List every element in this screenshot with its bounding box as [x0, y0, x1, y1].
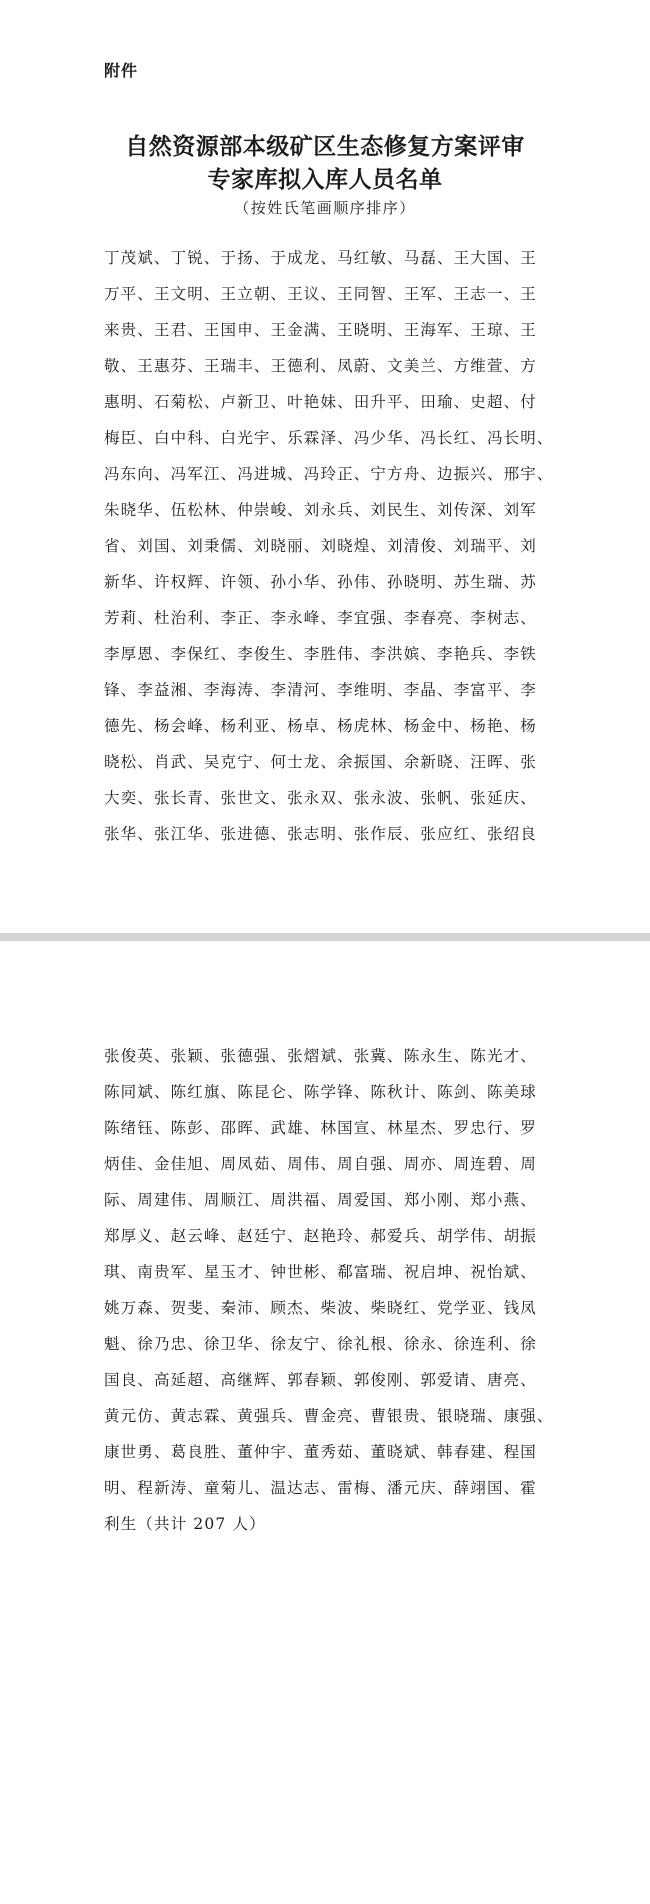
- name-list-line: 省、刘国、刘秉儒、刘晓丽、刘晓煌、刘清俊、刘瑞平、刘: [104, 537, 537, 555]
- name-list-line: 万平、王文明、王立朝、王议、王同智、王军、王志一、王: [104, 285, 537, 303]
- document-title-line-2: 专家库拟入库人员名单: [207, 167, 443, 193]
- document-page-2: [0, 941, 650, 1904]
- name-list-line: 惠明、石菊松、卢新卫、叶艳妹、田升平、田瑜、史超、付: [104, 393, 537, 411]
- name-list-line: 冯东向、冯军江、冯进城、冯玲正、宁方舟、边振兴、邢宇、: [104, 465, 554, 483]
- name-list-line: 琪、南贵军、星玉才、钟世彬、郗富瑞、祝启坤、祝怡斌、: [104, 1263, 537, 1281]
- name-list-line: 新华、许权辉、许领、孙小华、孙伟、孙晓明、苏生瑞、苏: [104, 573, 537, 591]
- name-list-line: 魁、徐乃忠、徐卫华、徐友宁、徐礼根、徐永、徐连利、徐: [104, 1335, 537, 1353]
- document-title-line-1: 自然资源部本级矿区生态修复方案评审: [125, 134, 525, 160]
- name-list-line: 际、周建伟、周顺江、周洪福、周爱国、郑小刚、郑小燕、: [104, 1191, 537, 1209]
- name-list-line: 朱晓华、伍松林、仲崇峻、刘永兵、刘民生、刘传深、刘军: [104, 501, 537, 519]
- name-list-line: 黄元仿、黄志霖、黄强兵、曹金亮、曹银贵、银晓瑞、康强、: [104, 1407, 554, 1425]
- name-list-line: 丁茂斌、丁锐、于扬、于成龙、马红敏、马磊、王大国、王: [104, 249, 537, 267]
- name-list-line: 利生（共计 207 人）: [104, 1515, 266, 1533]
- name-list-line: 锋、李益湘、李海涛、李清河、李维明、李晶、李富平、李: [104, 681, 537, 699]
- name-list-page-1: [104, 240, 590, 852]
- page-divider: [0, 933, 650, 941]
- name-list-line: 张俊英、张颖、张德强、张熠斌、张冀、陈永生、陈光才、: [104, 1047, 537, 1065]
- sort-order-note: （按姓氏笔画顺序排序）: [234, 199, 416, 217]
- name-list-line: 梅臣、白中科、白光宇、乐霖泽、冯少华、冯长红、冯长明、: [104, 429, 554, 447]
- document-page-1: [0, 0, 650, 933]
- name-list-line: 炳佳、金佳旭、周凤茹、周伟、周自强、周亦、周连碧、周: [104, 1155, 537, 1173]
- name-list-line: 来贵、王君、王国申、王金满、王晓明、王海军、王琼、王: [104, 321, 537, 339]
- name-list-line: 国良、高延超、高继辉、郭春颖、郭俊刚、郭爱请、唐亮、: [104, 1371, 537, 1389]
- name-list-line: 姚万森、贺斐、秦沛、顾杰、柴波、柴晓红、党学亚、钱凤: [104, 1299, 537, 1317]
- name-list-line: 陈绪钰、陈彭、邵晖、武雄、林国宣、林星杰、罗忠行、罗: [104, 1119, 537, 1137]
- attachment-label: 附件: [104, 61, 139, 80]
- name-list-page-2: [104, 1038, 590, 1542]
- name-list-line: 李厚恩、李保红、李俊生、李胜伟、李洪嫔、李艳兵、李铁: [104, 645, 537, 663]
- name-list-line: 敬、王惠芬、王瑞丰、王德利、凤蔚、文美兰、方维萱、方: [104, 357, 537, 375]
- name-list-line: 张华、张江华、张进德、张志明、张作辰、张应红、张绍良: [104, 825, 537, 843]
- name-list-line: 康世勇、葛良胜、董仲宇、董秀茹、董晓斌、韩春建、程国: [104, 1443, 537, 1461]
- name-list-line: 郑厚义、赵云峰、赵廷宁、赵艳玲、郝爱兵、胡学伟、胡振: [104, 1227, 537, 1245]
- name-list-line: 陈同斌、陈红旗、陈昆仑、陈学锋、陈秋计、陈剑、陈美球: [104, 1083, 537, 1101]
- name-list-line: 德先、杨会峰、杨利亚、杨卓、杨虎林、杨金中、杨艳、杨: [104, 717, 537, 735]
- name-list-line: 芳莉、杜治利、李正、李永峰、李宜强、李春亮、李树志、: [104, 609, 537, 627]
- name-list-line: 晓松、肖武、吴克宁、何士龙、余振国、余新晓、汪晖、张: [104, 753, 537, 771]
- name-list-line: 大奕、张长青、张世文、张永双、张永波、张帆、张延庆、: [104, 789, 537, 807]
- name-list-line: 明、程新涛、童菊儿、温达志、雷梅、潘元庆、薛翊国、霍: [104, 1479, 537, 1497]
